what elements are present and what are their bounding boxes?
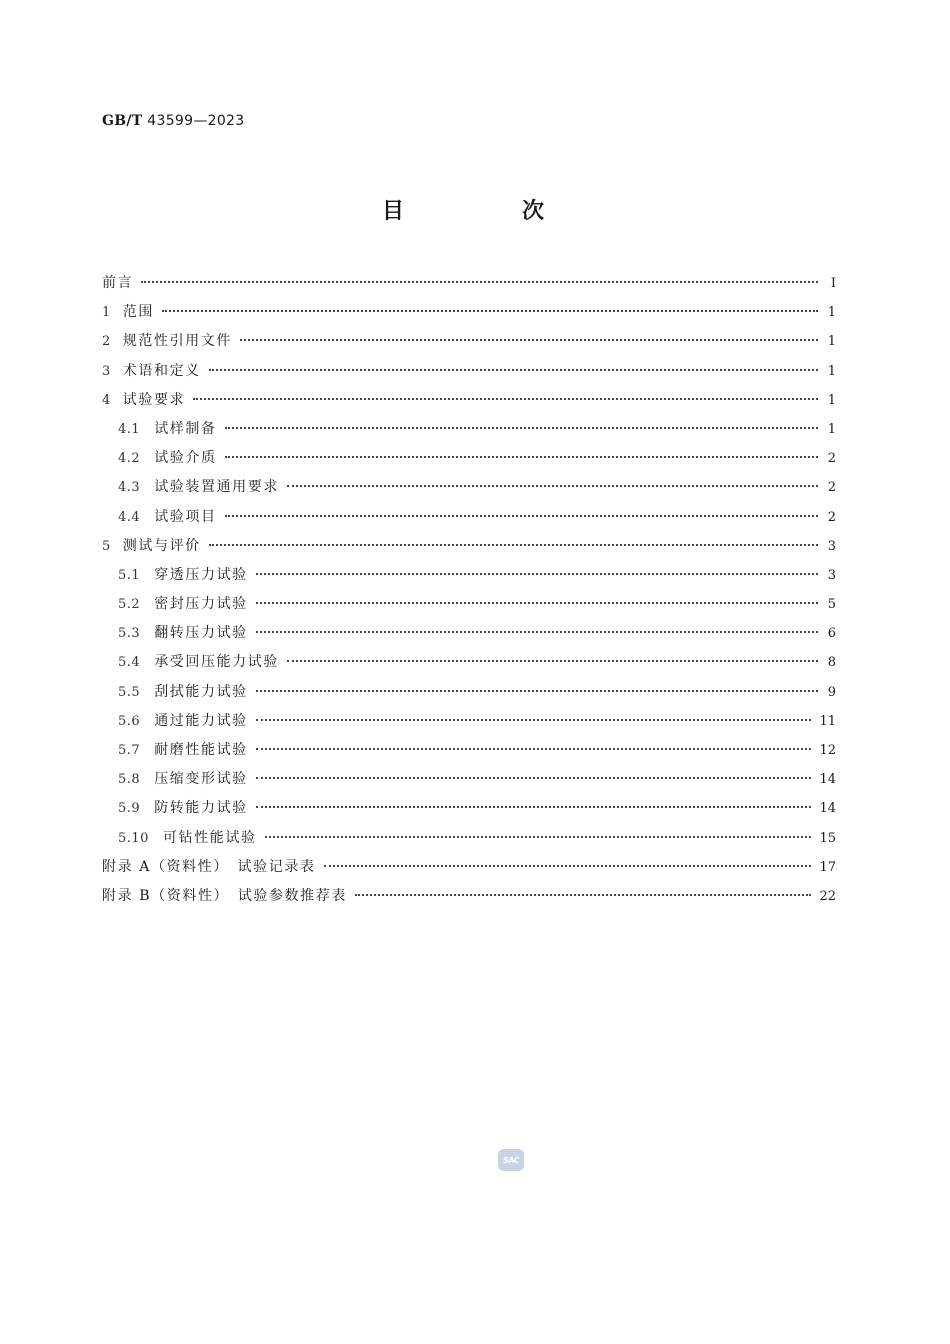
toc-entry[interactable] (102, 885, 836, 914)
toc-dot-leader (256, 748, 812, 750)
toc-entry-label: 试验装置通用要求 (154, 479, 279, 496)
toc-entry-page: 8 (827, 655, 836, 671)
toc-entry-number: 5.10 (118, 830, 149, 846)
toc-entry-page: Ⅰ (830, 276, 836, 291)
toc-entry-label: 压缩变形试验 (154, 771, 248, 788)
toc-entry[interactable] (102, 564, 836, 593)
toc-entry-number: 5.8 (118, 772, 141, 788)
toc-dot-leader (256, 631, 818, 633)
toc-entry-page: 2 (827, 509, 836, 525)
toc-entry[interactable] (102, 301, 836, 330)
toc-entry-number: 4.2 (118, 451, 141, 467)
toc-entry[interactable] (102, 768, 836, 797)
toc-entry[interactable] (102, 827, 836, 856)
toc-title: 目 次 (381, 199, 592, 224)
toc-entry[interactable] (102, 330, 836, 359)
toc-dot-leader (265, 836, 812, 838)
table-of-contents (102, 272, 836, 914)
toc-entry[interactable] (102, 622, 836, 651)
toc-entry-page: 9 (827, 684, 836, 700)
toc-entry-label: 规范性引用文件 (122, 333, 232, 350)
toc-entry-number: 5.9 (118, 801, 141, 817)
toc-dot-leader (225, 515, 818, 517)
toc-dot-leader (162, 310, 818, 312)
toc-entry-number: 5 (102, 538, 111, 554)
toc-entry-label: 试样制备 (154, 420, 217, 437)
toc-entry[interactable] (102, 797, 836, 826)
toc-entry-page: 11 (819, 713, 836, 729)
toc-dot-leader (287, 660, 818, 662)
toc-entry-page: 14 (819, 772, 836, 788)
toc-entry-number: 4.4 (118, 509, 141, 525)
toc-entry-number: 5.5 (118, 684, 141, 700)
toc-entry-page: 1 (827, 363, 836, 379)
toc-entry[interactable] (102, 360, 836, 389)
toc-dot-leader (209, 544, 818, 546)
toc-dot-leader (256, 602, 818, 604)
toc-entry-label: 附录 B（资料性） 试验参数推荐表 (102, 887, 347, 904)
toc-entry[interactable] (102, 739, 836, 768)
toc-entry-page: 1 (827, 421, 836, 437)
toc-dot-leader (240, 339, 818, 341)
toc-entry-label: 穿透压力试验 (154, 566, 248, 583)
toc-entry-page: 2 (827, 480, 836, 496)
toc-entry[interactable] (102, 681, 836, 710)
toc-dot-leader (256, 690, 818, 692)
toc-entry-page: 14 (819, 801, 836, 817)
toc-entry-label: 前言 (102, 275, 134, 291)
toc-entry-number: 5.7 (118, 743, 141, 758)
toc-dot-leader (256, 719, 812, 721)
toc-dot-leader (225, 456, 818, 458)
toc-entry[interactable] (102, 651, 836, 680)
toc-entry-label: 通过能力试验 (154, 712, 248, 729)
toc-entry[interactable] (102, 447, 836, 476)
toc-entry-page: 1 (827, 392, 836, 408)
toc-entry-number: 5.1 (118, 567, 141, 583)
toc-entry[interactable] (102, 476, 836, 505)
toc-entry-page: 12 (819, 743, 836, 758)
toc-entry[interactable] (102, 506, 836, 535)
toc-entry-number: 4.3 (118, 480, 141, 496)
toc-entry-label: 试验介质 (154, 450, 217, 467)
toc-entry-number: 5.6 (118, 713, 141, 729)
toc-dot-leader (324, 865, 812, 867)
toc-entry-page: 3 (827, 567, 836, 583)
toc-entry[interactable] (102, 710, 836, 739)
toc-entry-number: 5.2 (118, 597, 141, 613)
toc-entry[interactable] (102, 535, 836, 564)
toc-entry-number: 3 (102, 363, 111, 379)
toc-entry-page: 1 (827, 334, 836, 350)
toc-entry[interactable] (102, 856, 836, 885)
toc-entry[interactable] (102, 272, 836, 301)
toc-dot-leader (355, 894, 812, 896)
toc-entry-label: 承受回压能力试验 (154, 654, 279, 671)
toc-dot-leader (256, 573, 818, 575)
toc-entry-label: 密封压力试验 (154, 596, 248, 613)
toc-dot-leader (256, 777, 812, 779)
toc-entry-page: 6 (827, 626, 836, 642)
toc-entry-label: 刮拭能力试验 (154, 683, 248, 700)
toc-dot-leader (209, 369, 818, 371)
toc-entry-number: 1 (102, 305, 111, 321)
toc-entry-label: 耐磨性能试验 (154, 742, 248, 758)
toc-dot-leader (141, 281, 818, 283)
standard-code: 43599—2023 (147, 113, 245, 129)
toc-entry-label: 范围 (122, 304, 154, 321)
toc-entry-page: 22 (819, 888, 836, 904)
toc-entry-label: 翻转压力试验 (154, 625, 248, 642)
toc-entry[interactable] (102, 593, 836, 622)
toc-entry-number: 4 (102, 392, 111, 408)
toc-dot-leader (287, 485, 818, 487)
toc-entry-label: 术语和定义 (122, 362, 201, 379)
toc-entry-label: 测试与评价 (122, 537, 201, 554)
toc-entry-page: 2 (827, 451, 836, 467)
toc-dot-leader (193, 398, 818, 400)
watermark-text: SAC (502, 1155, 520, 1165)
toc-entry-label: 防转能力试验 (154, 800, 248, 817)
toc-entry-page: 3 (827, 538, 836, 554)
toc-entry-page: 1 (827, 305, 836, 321)
toc-entry-page: 5 (827, 597, 836, 613)
toc-entry-label: 试验要求 (122, 391, 186, 408)
toc-entry-label: 可钻性能试验 (162, 829, 257, 846)
toc-entry[interactable] (102, 418, 836, 447)
toc-entry-number: 2 (102, 334, 111, 350)
toc-entry-number: 5.4 (118, 655, 141, 671)
toc-entry-page: 17 (819, 859, 836, 875)
toc-entry[interactable] (102, 389, 836, 418)
toc-entry-number: 5.3 (118, 626, 141, 642)
sac-watermark-logo (498, 1149, 524, 1171)
toc-dot-leader (256, 806, 812, 808)
toc-entry-label: 附录 A（资料性） 试验记录表 (102, 858, 316, 875)
toc-entry-page: 15 (819, 830, 836, 846)
toc-entry-label: 试验项目 (154, 508, 217, 525)
standard-number (102, 113, 244, 129)
standard-prefix: GB/T (102, 113, 143, 129)
toc-dot-leader (225, 427, 818, 429)
toc-entry-number: 4.1 (118, 421, 141, 437)
